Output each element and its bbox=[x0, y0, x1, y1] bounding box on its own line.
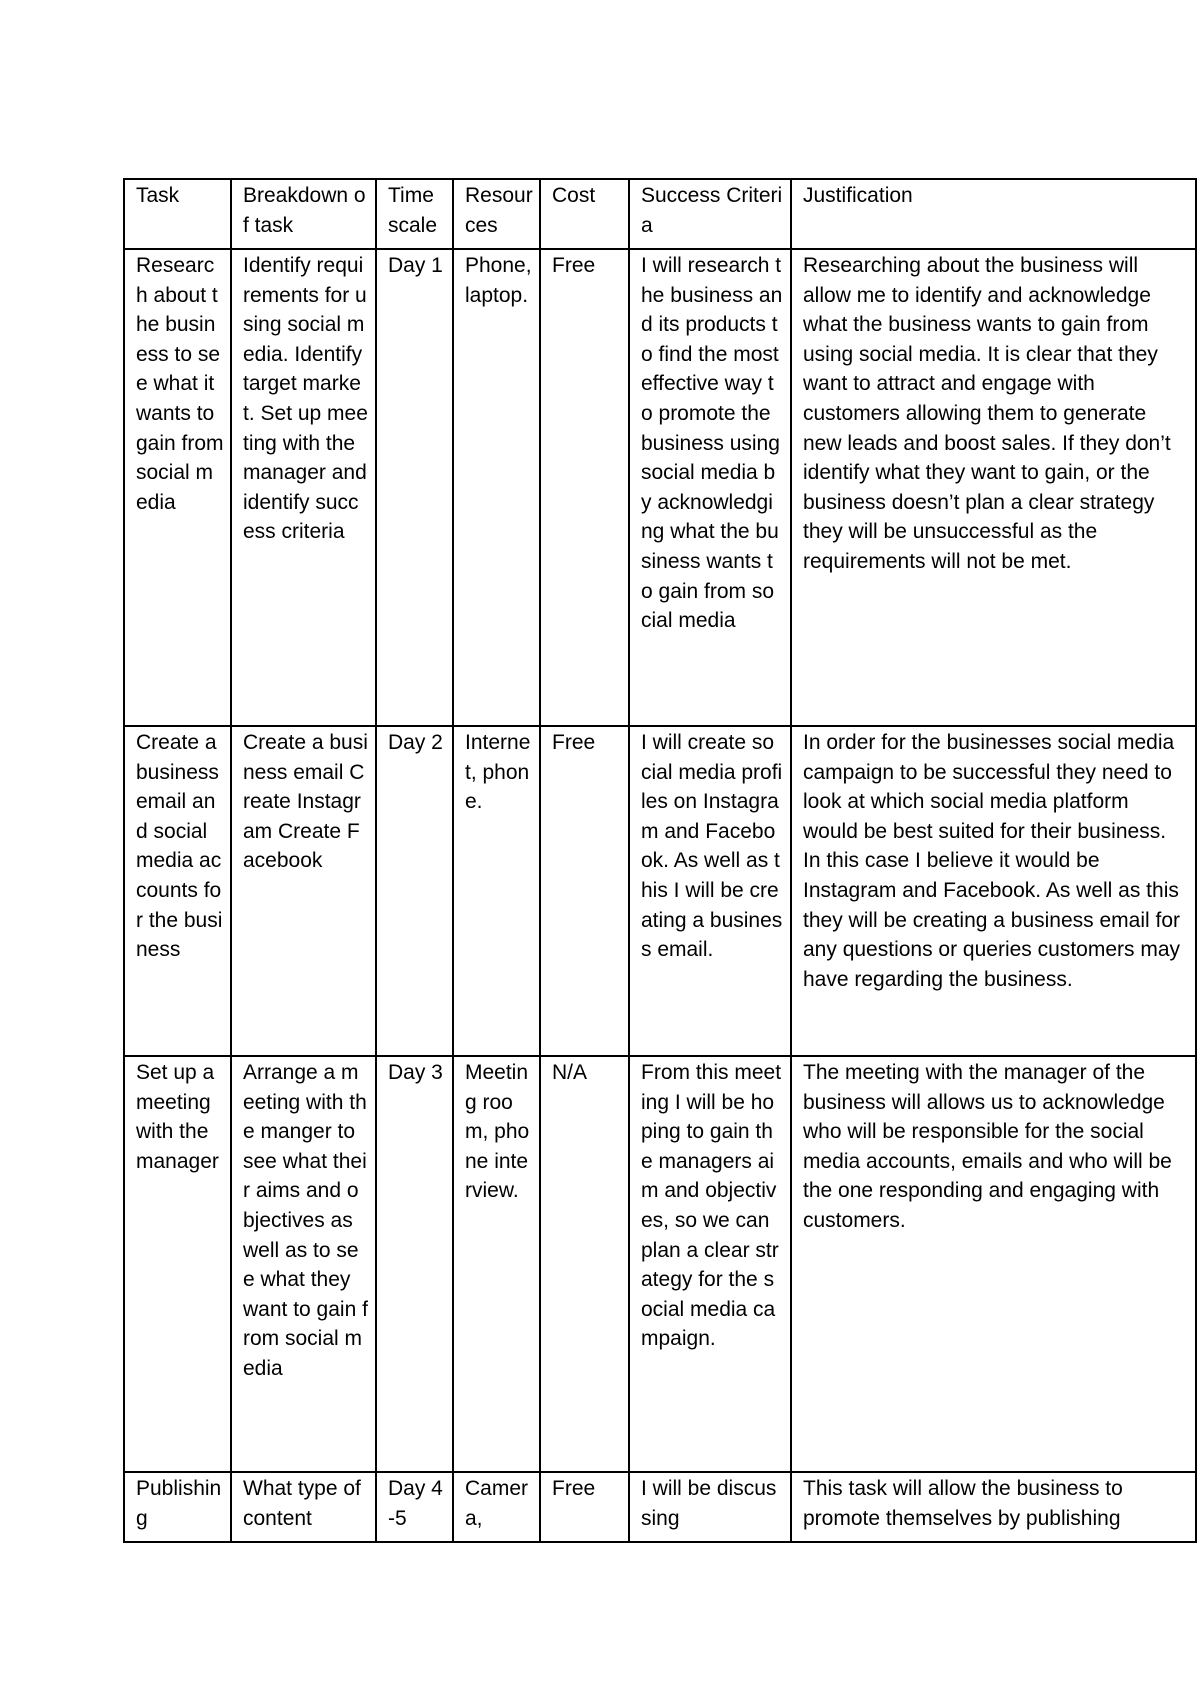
cell-task: Create a business email and social media accounts for the business bbox=[124, 726, 231, 1056]
cell-breakdown: Arrange a meeting with the manger to see what their aims and objectives as well as to see what they want to gain from social media bbox=[231, 1056, 376, 1472]
cell-success-criteria: From this meeting I will be hoping to gain the managers aim and objectives, so we can plan a clear strategy for the social media campaign. bbox=[629, 1056, 791, 1472]
cell-cost: N/A bbox=[540, 1056, 629, 1472]
cell-cost: Free bbox=[540, 726, 629, 1056]
cell-cost: Free bbox=[540, 249, 629, 726]
cell-justification: The meeting with the manager of the business will allows us to acknowledge who will be responsible for the social media accounts, emails and who will be the one responding and engaging with customers. bbox=[791, 1056, 1196, 1472]
cell-task: Set up a meeting with the manager bbox=[124, 1056, 231, 1472]
cell-resources: Camera, bbox=[453, 1472, 540, 1542]
cell-justification: This task will allow the business to promote themselves by publishing bbox=[791, 1472, 1196, 1542]
header-timescale: Time scale bbox=[376, 179, 453, 249]
cell-justification: Researching about the business will allow me to identify and acknowledge what the business wants to gain from using social media. It is clear that they want to attract and engage with customers allowing them to generate new leads and boost sales. If they don’t identify what they want to gain, or the business doesn’t plan a clear strategy they will be unsuccessful as the requirements will not be met. bbox=[791, 249, 1196, 726]
cell-success-criteria: I will research the business and its products to find the most effective way to promote the business using social media by acknowledging what the business wants to gain from social media bbox=[629, 249, 791, 726]
cell-justification: In order for the businesses social media campaign to be successful they need to look at which social media platform would be best suited for their business. In this case I believe it would be Instagram and Facebook. As well as this they will be creating a business email for any questions or queries customers may have regarding the business. bbox=[791, 726, 1196, 1056]
cell-cost: Free bbox=[540, 1472, 629, 1542]
cell-resources: Internet, phone. bbox=[453, 726, 540, 1056]
cell-breakdown: Identify requirements for using social media. Identify target market. Set up meeting with the manager and identify success criteria bbox=[231, 249, 376, 726]
cell-timescale: Day 1 bbox=[376, 249, 453, 726]
table-row bbox=[124, 726, 1196, 1056]
cell-resources: Meeting room, phone interview. bbox=[453, 1056, 540, 1472]
cell-success-criteria: I will be discussing bbox=[629, 1472, 791, 1542]
cell-timescale: Day 4-5 bbox=[376, 1472, 453, 1542]
header-cost: Cost bbox=[540, 179, 629, 249]
cell-task: Research about the business to see what it wants to gain from social media bbox=[124, 249, 231, 726]
project-plan-table bbox=[123, 178, 1197, 1543]
header-success-criteria: Success Criteria bbox=[629, 179, 791, 249]
table-header-row bbox=[124, 179, 1196, 249]
header-breakdown: Breakdown of task bbox=[231, 179, 376, 249]
table-row bbox=[124, 1056, 1196, 1472]
table-row bbox=[124, 249, 1196, 726]
cell-breakdown: What type of content bbox=[231, 1472, 376, 1542]
header-resources: Resources bbox=[453, 179, 540, 249]
cell-timescale: Day 2 bbox=[376, 726, 453, 1056]
table-row bbox=[124, 1472, 1196, 1542]
cell-breakdown: Create a business email Create Instagram Create Facebook bbox=[231, 726, 376, 1056]
cell-task: Publishing bbox=[124, 1472, 231, 1542]
header-justification: Justification bbox=[791, 179, 1196, 249]
header-task: Task bbox=[124, 179, 231, 249]
cell-success-criteria: I will create social media profiles on Instagram and Facebook. As well as this I will be creating a business email. bbox=[629, 726, 791, 1056]
cell-timescale: Day 3 bbox=[376, 1056, 453, 1472]
cell-resources: Phone, laptop. bbox=[453, 249, 540, 726]
